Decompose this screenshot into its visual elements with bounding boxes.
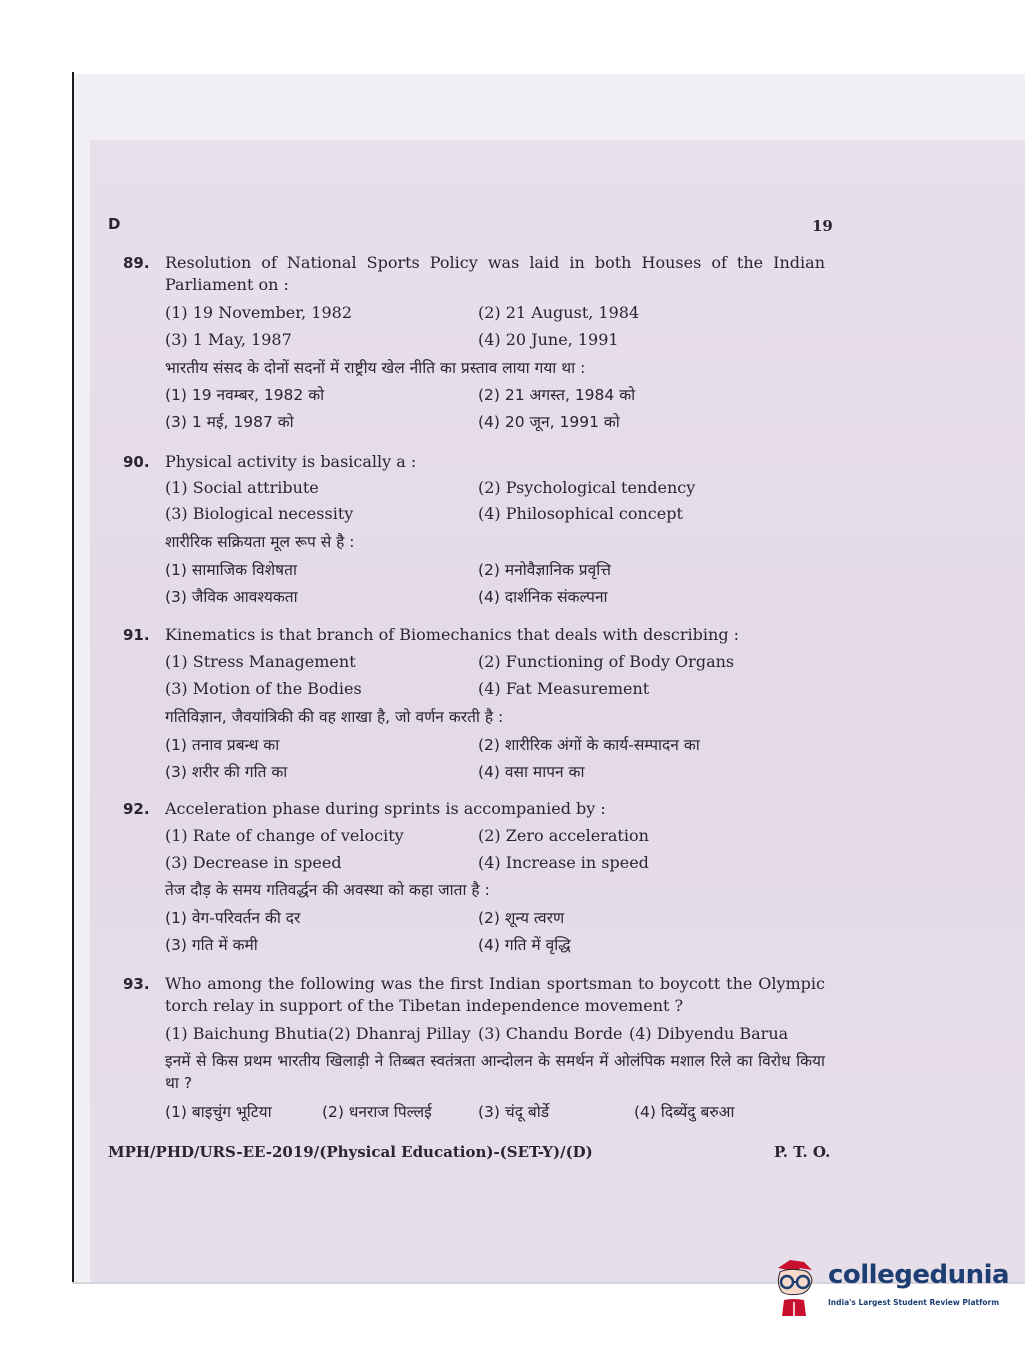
page-number: 19 xyxy=(812,217,833,235)
option-2-hi: (2) मनोवैज्ञानिक प्रवृत्ति xyxy=(478,561,611,579)
question-text-hi: इनमें से किस प्रथम भारतीय खिलाड़ी ने तिब्बत स्वतंत्रता आन्दोलन के समर्थन में ओलंपिक मशाल रिले का विरोध किया था ? xyxy=(165,1052,825,1092)
option-1-hi: (1) तनाव प्रबन्ध का xyxy=(165,736,280,754)
option-1-hi: (1) बाइचुंग भूटिया xyxy=(165,1103,272,1121)
option-1-en: (1) 19 November, 1982 xyxy=(165,303,352,322)
question-text-hi: तेज दौड़ के समय गतिवर्द्धन की अवस्था को कहा जाता है : xyxy=(165,881,490,899)
option-4-hi: (4) दार्शनिक संकल्पना xyxy=(478,588,608,606)
option-1-en: (1) Baichung Bhutia xyxy=(165,1024,328,1043)
option-4-en: (4) Dibyendu Barua xyxy=(629,1024,789,1043)
brand-tagline: India's Largest Student Review Platform xyxy=(828,1298,1000,1307)
option-3-en: (3) Biological necessity xyxy=(165,504,354,523)
option-1-en: (1) Rate of change of velocity xyxy=(165,826,404,845)
question-text-en: Resolution of National Sports Policy was laid in both Houses of the Indian Parliament on : xyxy=(165,253,825,294)
option-1-hi: (1) 19 नवम्बर, 1982 को xyxy=(165,386,325,404)
option-2-hi: (2) शारीरिक अंगों के कार्य-सम्पादन का xyxy=(478,736,700,754)
scan-edge xyxy=(72,72,74,1282)
question-number: 90. xyxy=(123,453,150,471)
option-2-hi: (2) धनराज पिल्लई xyxy=(322,1103,432,1121)
exam-code: MPH/PHD/URS-EE-2019/(Physical Education)-(SET-Y)/(D) xyxy=(108,1143,593,1161)
option-3-en: (3) 1 May, 1987 xyxy=(165,330,292,349)
question-text-hi: शारीरिक सक्रियता मूल रूप से है : xyxy=(165,533,355,551)
collegedunia-logo xyxy=(770,1258,1010,1318)
question-text-en: Kinematics is that branch of Biomechanics that deals with describing : xyxy=(165,625,740,644)
option-4-hi: (4) वसा मापन का xyxy=(478,763,585,781)
option-1-en: (1) Stress Management xyxy=(165,652,356,671)
option-1-en: (1) Social attribute xyxy=(165,478,319,497)
pto-label: P. T. O. xyxy=(774,1143,831,1161)
mascot-icon xyxy=(770,1258,826,1318)
option-2-hi: (2) शून्य त्वरण xyxy=(478,909,565,927)
option-3-en: (3) Motion of the Bodies xyxy=(165,679,362,698)
option-4-en: (4) Philosophical concept xyxy=(478,504,683,523)
option-2-en: (2) Dhanraj Pillay xyxy=(328,1024,471,1043)
question-number: 91. xyxy=(123,626,150,644)
option-4-hi: (4) दिब्येंदु बरुआ xyxy=(634,1103,735,1121)
option-2-en: (2) Psychological tendency xyxy=(478,478,696,497)
question-number: 92. xyxy=(123,800,150,818)
option-2-en: (2) Functioning of Body Organs xyxy=(478,652,735,671)
option-3-hi: (3) शरीर की गति का xyxy=(165,763,288,781)
option-1-hi: (1) वेग-परिवर्तन की दर xyxy=(165,909,301,927)
option-4-en: (4) Increase in speed xyxy=(478,853,649,872)
question-text-en: Who among the following was the first Indian sportsman to boycott the Olympic torch relay in support of the Tibetan independence movement ? xyxy=(165,974,825,1015)
option-3-en: (3) Decrease in speed xyxy=(165,853,342,872)
question-text-en: Acceleration phase during sprints is accompanied by : xyxy=(165,799,606,818)
question-number: 89. xyxy=(123,254,150,272)
option-3-hi: (3) चंदू बोर्डे xyxy=(478,1103,550,1121)
option-4-hi: (4) 20 जून, 1991 को xyxy=(478,413,620,431)
option-4-en: (4) Fat Measurement xyxy=(478,679,650,698)
option-4-en: (4) 20 June, 1991 xyxy=(478,330,619,349)
question-number: 93. xyxy=(123,975,150,993)
option-3-hi: (3) जैविक आवश्यकता xyxy=(165,588,298,606)
option-2-hi: (2) 21 अगस्त, 1984 को xyxy=(478,386,636,404)
set-letter: D xyxy=(108,215,121,233)
option-4-hi: (4) गति में वृद्धि xyxy=(478,936,571,954)
option-3-en: (3) Chandu Borde xyxy=(478,1024,623,1043)
brand-name: collegedunia xyxy=(828,1260,1010,1290)
question-text-hi: गतिविज्ञान, जैवयांत्रिकी की वह शाखा है, जो वर्णन करती है : xyxy=(165,708,504,726)
option-3-hi: (3) गति में कमी xyxy=(165,936,258,954)
option-2-en: (2) 21 August, 1984 xyxy=(478,303,640,322)
option-3-hi: (3) 1 मई, 1987 को xyxy=(165,413,294,431)
question-text-en: Physical activity is basically a : xyxy=(165,452,417,471)
option-1-hi: (1) सामाजिक विशेषता xyxy=(165,561,297,579)
option-2-en: (2) Zero acceleration xyxy=(478,826,649,845)
question-text-hi: भारतीय संसद के दोनों सदनों में राष्ट्रीय खेल नीति का प्रस्ताव लाया गया था : xyxy=(165,359,586,377)
